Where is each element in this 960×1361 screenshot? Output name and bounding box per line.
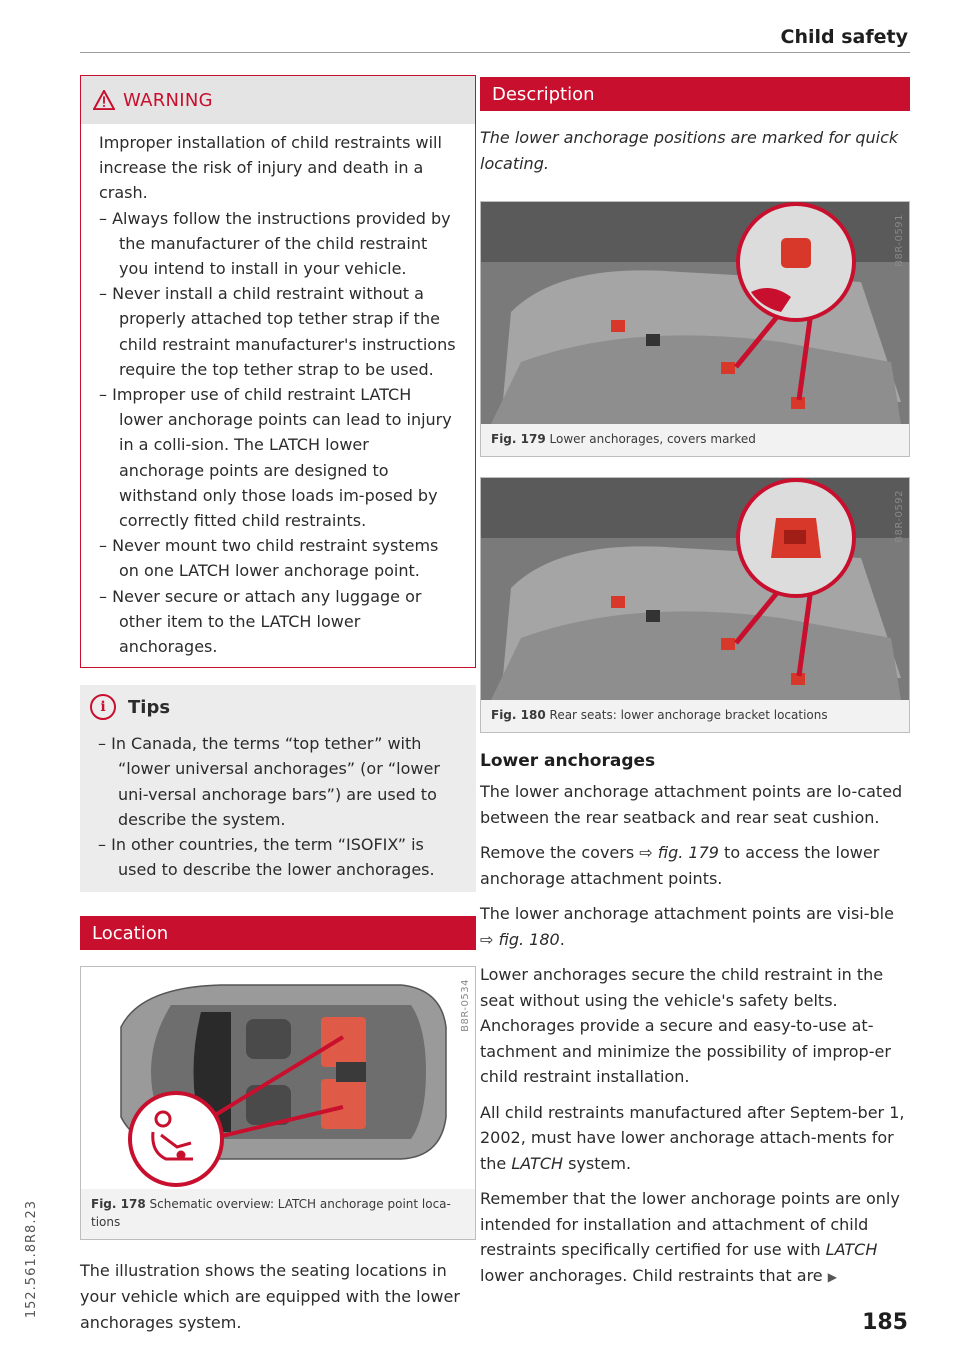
continue-arrow-icon: ▶	[827, 1269, 837, 1284]
car-top-view-illustration	[81, 967, 475, 1189]
figure-180-image	[481, 478, 909, 700]
warning-list	[99, 206, 457, 660]
side-document-code: 152.561.8R8.23	[24, 1200, 39, 1319]
warning-item: – Improper use of child restraint LATCH lower anchorage points can lead to injury in a colli-sion. The LATCH lower anchorage points are designed to withstand only those loads im-posed by correctly fitted child restraints.	[99, 382, 457, 533]
paragraph-5	[480, 1100, 910, 1177]
figure-180	[480, 477, 910, 733]
tips-item: – In Canada, the terms “top tether” with “lower universal anchorages” (or “lower uni-versal anchorage bars”) are used to describe the system.	[98, 731, 458, 832]
rear-seat-covers-illustration	[481, 202, 909, 424]
warning-title: WARNING	[123, 89, 213, 111]
latch-term: LATCH	[511, 1153, 564, 1173]
warning-triangle-icon	[93, 90, 115, 110]
left-column	[80, 75, 476, 1336]
paragraph-1: The lower anchorage attachment points are lo-cated between the rear seatback and rear seat cushion.	[480, 782, 903, 827]
figure-180-caption	[481, 700, 909, 732]
tips-list	[98, 731, 458, 882]
fig-179-link[interactable]: ⇨ fig. 179	[639, 843, 719, 862]
location-paragraph: The illustration shows the seating locations in your vehicle which are equipped with the lower anchorages system.	[80, 1261, 460, 1333]
paragraph-3-post: .	[559, 929, 565, 949]
paragraph-2-pre: Remove the covers	[480, 843, 640, 862]
warning-intro: Improper installation of child restraints will increase the risk of injury and death in a crash.	[99, 133, 442, 203]
warning-item: – Never secure or attach any luggage or other item to the LATCH lower anchorages.	[99, 584, 457, 660]
header-rule	[80, 52, 910, 53]
figure-caption-text: Schematic overview: LATCH anchorage point loca-tions	[91, 1197, 451, 1230]
warning-item: – Never install a child restraint without a properly attached top tether strap if the child restraint manufacturer's instructions require the top tether strap to be used.	[99, 281, 457, 382]
figure-178	[80, 966, 476, 1240]
warning-header	[81, 76, 475, 124]
location-heading	[80, 916, 476, 950]
paragraph-4: Lower anchorages secure the child restraint in the seat without using the vehicle's safety belts. Anchorages provide a secure and easy-to-use at-tachment and minimize the possibility of improp-er child restraint installation.	[480, 965, 891, 1086]
figure-179-caption	[481, 424, 909, 456]
page-number: 185	[862, 1310, 908, 1335]
tips-title: Tips	[128, 696, 171, 718]
paragraph-6-pre: Remember that the lower anchorage points are only intended for installation and attachment of child restraints specifically certified for use with	[480, 1189, 900, 1259]
paragraph-5-post: system.	[563, 1153, 632, 1173]
figure-caption-text: Rear seats: lower anchorage bracket locations	[549, 708, 828, 722]
paragraph-3-pre: The lower anchorage attachment points are visi-ble	[480, 904, 894, 923]
description-lead: The lower anchorage positions are marked for quick locating.	[480, 128, 899, 173]
figure-178-image	[81, 967, 475, 1189]
rear-seat-brackets-illustration	[481, 478, 909, 700]
figure-code: B8R-0592	[894, 490, 905, 543]
paragraph-3	[480, 901, 910, 952]
tips-body	[80, 729, 476, 882]
paragraph-6-post: lower anchorages. Child restraints that are	[480, 1265, 828, 1285]
figure-number: Fig. 180	[491, 708, 546, 722]
figure-code: B8R-0534	[460, 979, 471, 1033]
warning-item: – Never mount two child restraint systems on one LATCH lower anchorage point.	[99, 533, 457, 583]
tips-item: – In other countries, the term “ISOFIX” is used to describe the lower anchorages.	[98, 832, 458, 882]
paragraph-2	[480, 840, 910, 891]
tips-header	[80, 685, 476, 729]
warning-item: – Always follow the instructions provided by the manufacturer of the child restraint you intend to install in your vehicle.	[99, 206, 457, 282]
figure-caption-text: Lower anchorages, covers marked	[549, 432, 756, 446]
warning-box	[80, 75, 476, 668]
figure-code: B8R-0591	[894, 214, 905, 267]
description-heading-text: Description	[492, 83, 595, 105]
fig-180-link[interactable]: ⇨ fig. 180	[480, 929, 560, 949]
figure-number: Fig. 179	[491, 432, 546, 446]
info-icon: i	[90, 694, 116, 720]
description-heading	[480, 77, 910, 111]
warning-body	[81, 124, 475, 659]
paragraph-2-post: to access the lower anchorage attachment points.	[480, 843, 880, 888]
figure-179-image	[481, 202, 909, 424]
figure-179	[480, 201, 910, 457]
page-header-title: Child safety	[780, 26, 908, 48]
right-column	[480, 75, 910, 1300]
paragraph-5-pre: All child restraints manufactured after Septem-ber 1, 2002, must have lower anchorage attach-ments for the	[480, 1102, 905, 1173]
location-heading-text: Location	[92, 922, 169, 944]
figure-178-caption	[81, 1189, 475, 1239]
figure-number: Fig. 178	[91, 1197, 146, 1212]
tips-box	[80, 685, 476, 892]
latch-term: LATCH	[825, 1240, 878, 1259]
paragraph-6	[480, 1186, 910, 1290]
lower-anchorages-heading: Lower anchorages	[480, 751, 656, 771]
